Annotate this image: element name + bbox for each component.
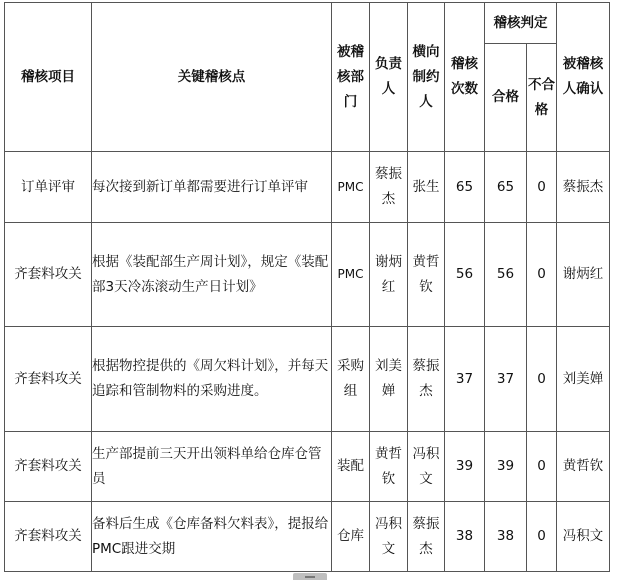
cell-item: 齐套料攻关 <box>5 432 92 502</box>
cell-owner: 谢炳红 <box>370 223 408 327</box>
cell-pass: 37 <box>485 327 527 432</box>
cell-restrict: 黄哲钦 <box>408 223 445 327</box>
cell-count: 37 <box>445 327 485 432</box>
header-count: 稽核次数 <box>445 3 485 152</box>
cell-restrict: 张生 <box>408 152 445 223</box>
table-row <box>5 223 610 327</box>
cell-dept: PMC <box>332 223 370 327</box>
cell-owner: 刘美婵 <box>370 327 408 432</box>
audit-table <box>4 2 610 572</box>
cell-fail: 0 <box>527 152 557 223</box>
header-dept: 被稽核部门 <box>332 3 370 152</box>
header-item: 稽核项目 <box>5 3 92 152</box>
cell-confirm: 黄哲钦 <box>557 432 610 502</box>
cell-item: 齐套料攻关 <box>5 223 92 327</box>
cell-owner: 冯积文 <box>370 502 408 572</box>
cell-fail: 0 <box>527 327 557 432</box>
cell-owner: 蔡振杰 <box>370 152 408 223</box>
header-fail: 不合格 <box>527 44 557 152</box>
cell-confirm: 谢炳红 <box>557 223 610 327</box>
cell-key-points: 生产部提前三天开出领料单给仓库仓管员 <box>92 432 332 502</box>
cell-key-points: 根据物控提供的《周欠料计划》，并每天追踪和管制物料的采购进度。 <box>92 327 332 432</box>
cell-key-points: 根据《装配部生产周计划》，规定《装配部3天冷冻滚动生产日计划》 <box>92 223 332 327</box>
cell-dept: 装配 <box>332 432 370 502</box>
cell-confirm: 蔡振杰 <box>557 152 610 223</box>
cell-dept: PMC <box>332 152 370 223</box>
cell-dept: 仓库 <box>332 502 370 572</box>
header-judgement: 稽核判定 <box>485 3 557 44</box>
cell-count: 39 <box>445 432 485 502</box>
table-row <box>5 502 610 572</box>
cell-pass: 65 <box>485 152 527 223</box>
cell-confirm: 刘美婵 <box>557 327 610 432</box>
cell-fail: 0 <box>527 223 557 327</box>
cell-key-points: 每次接到新订单都需要进行订单评审 <box>92 152 332 223</box>
cell-dept: 采购组 <box>332 327 370 432</box>
header-confirm: 被稽核人确认 <box>557 3 610 152</box>
cell-pass: 56 <box>485 223 527 327</box>
cell-restrict: 冯积文 <box>408 432 445 502</box>
cell-key-points: 备料后生成《仓库备料欠料表》，提报给PMC跟进交期 <box>92 502 332 572</box>
cell-fail: 0 <box>527 502 557 572</box>
table-row <box>5 152 610 223</box>
cell-pass: 38 <box>485 502 527 572</box>
cell-item: 齐套料攻关 <box>5 327 92 432</box>
cell-fail: 0 <box>527 432 557 502</box>
cell-restrict: 蔡振杰 <box>408 327 445 432</box>
cell-item: 齐套料攻关 <box>5 502 92 572</box>
grip-icon <box>305 576 315 578</box>
cell-count: 56 <box>445 223 485 327</box>
scrollbar-handle[interactable] <box>293 573 327 580</box>
table-row <box>5 432 610 502</box>
table-row <box>5 327 610 432</box>
header-pass: 合格 <box>485 44 527 152</box>
header-key-points: 关键稽核点 <box>92 3 332 152</box>
cell-count: 65 <box>445 152 485 223</box>
cell-confirm: 冯积文 <box>557 502 610 572</box>
header-restrict: 横向制约人 <box>408 3 445 152</box>
cell-restrict: 蔡振杰 <box>408 502 445 572</box>
cell-pass: 39 <box>485 432 527 502</box>
cell-item: 订单评审 <box>5 152 92 223</box>
header-owner: 负责人 <box>370 3 408 152</box>
cell-owner: 黄哲钦 <box>370 432 408 502</box>
cell-count: 38 <box>445 502 485 572</box>
